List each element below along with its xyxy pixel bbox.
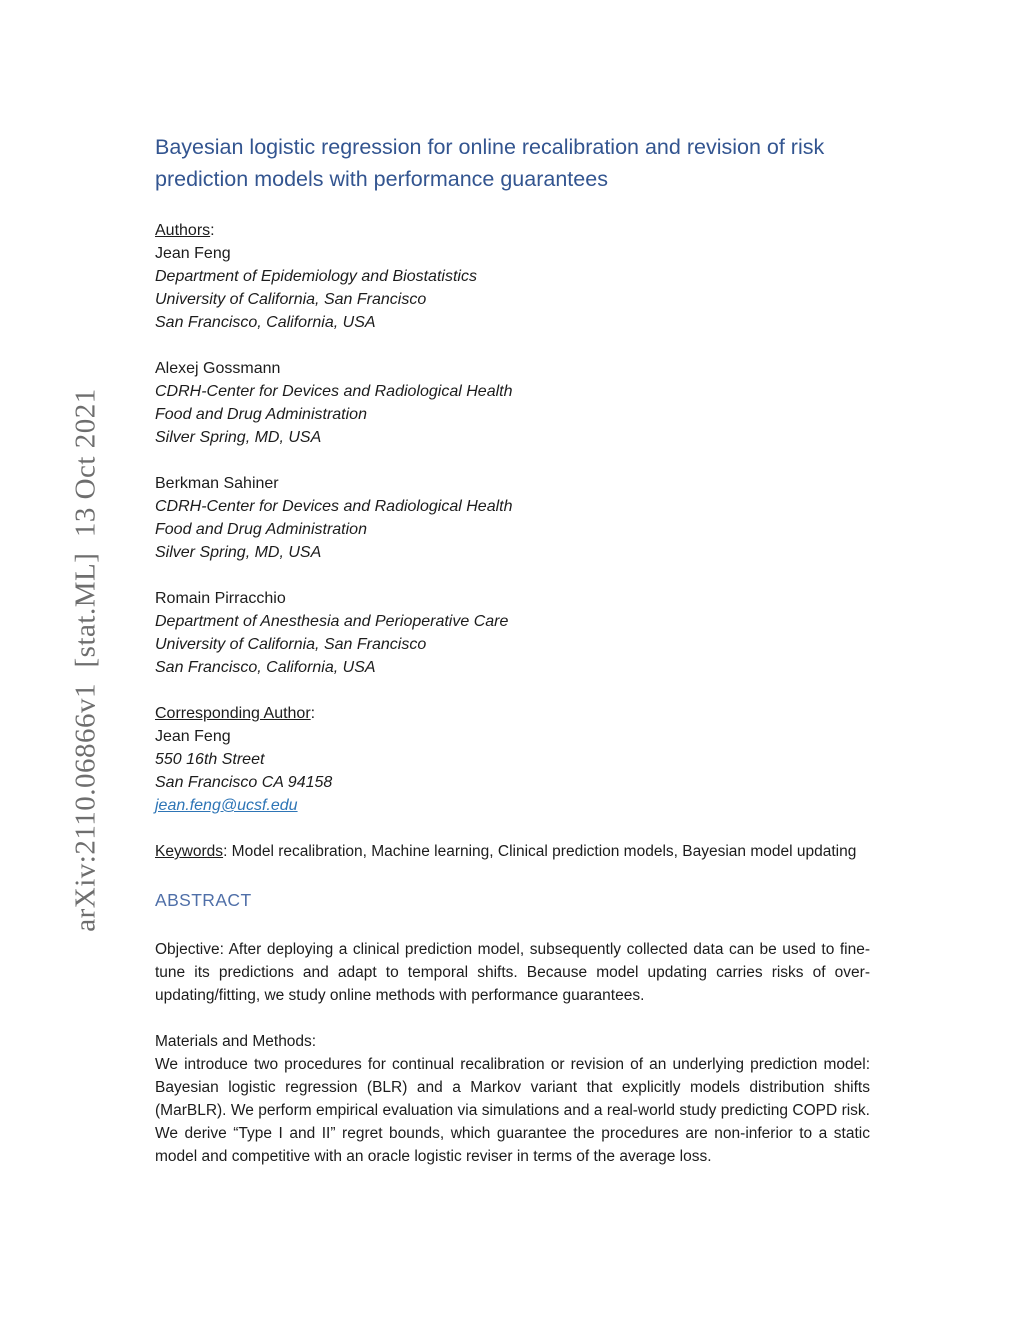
abstract-methods-section [155,1030,870,1168]
authors-heading [155,219,870,242]
corresponding-author-section [155,702,870,817]
paper-title-line-1: Bayesian logistic regression for online recalibration and revision of risk [155,135,825,159]
author-affiliation-line: Silver Spring, MD, USA [155,429,322,446]
authors-heading-colon: : [210,222,215,239]
corresponding-author-heading-colon: : [310,705,316,722]
author-name: Jean Feng [155,245,231,262]
author-name: Berkman Sahiner [155,475,279,492]
corresponding-author-name: Jean Feng [155,728,231,745]
corresponding-author-address-line: 550 16th Street [155,751,265,768]
author-affiliation-line: San Francisco, California, USA [155,314,376,331]
email-link[interactable]: jean.feng@ucsf.edu [155,797,298,814]
author-affiliation-line: San Francisco, California, USA [155,659,376,676]
author-affiliation-line: Department of Epidemiology and Biostatistics [155,268,477,285]
abstract-heading: ABSTRACT [155,890,252,910]
abstract-methods-paragraph: We introduce two procedures for continual recalibration or revision of an underlying prediction model: Bayesian logistic regression (BLR) and a Markov variant that explicitly models distribution shifts (MarBLR). We perform empirical evaluation via simulations and a real-world study predicting COPD risk. We derive “Type I and II” regret bounds, which guarantee the procedures are non-inferior to a static model and competitive with an oracle logistic reviser in terms of the average loss. [155,1056,870,1165]
author-block-berkman-sahiner [155,472,870,564]
keywords-text: : Model recalibration, Machine learning, Clinical prediction models, Bayesian model updating [223,843,857,860]
author-affiliation-line: Food and Drug Administration [155,521,367,538]
paper-title [155,131,870,195]
author-affiliation-line: Department of Anesthesia and Perioperative Care [155,613,509,630]
authors-heading-label: Authors [155,222,211,239]
page-content [155,131,870,1168]
authors-section [155,219,870,679]
author-name: Alexej Gossmann [155,360,281,377]
author-affiliation-line: University of California, San Francisco [155,291,427,308]
author-affiliation-line: CDRH-Center for Devices and Radiological Health [155,383,513,400]
author-block-jean-feng [155,242,870,334]
corresponding-author-address-line: San Francisco CA 94158 [155,774,333,791]
author-affiliation-line: Food and Drug Administration [155,406,367,423]
author-name: Romain Pirracchio [155,590,286,607]
methods-heading: Materials and Methods: [155,1033,317,1050]
paper-title-line-2: prediction models with performance guarantees [155,167,608,191]
keywords-section [155,840,870,863]
author-block-alexej-gossmann [155,357,870,449]
arxiv-watermark: arXiv:2110.06866v1 [stat.ML] 13 Oct 2021 [69,388,102,932]
author-affiliation-line: University of California, San Francisco [155,636,427,653]
keywords-heading-label: Keywords [155,843,224,860]
abstract-objective-paragraph: Objective: After deploying a clinical prediction model, subsequently collected data can be used to fine-tune its predictions and adapt to temporal shifts. Because model updating carries risks of over-updating/fitting, we study online methods with performance guarantees. [155,941,870,1004]
corresponding-author-heading-label: Corresponding Author [155,705,311,722]
corresponding-author-heading [155,702,870,725]
author-block-romain-pirracchio [155,587,870,679]
author-affiliation-line: Silver Spring, MD, USA [155,544,322,561]
corresponding-author-email-line [155,794,870,817]
author-affiliation-line: CDRH-Center for Devices and Radiological Health [155,498,513,515]
